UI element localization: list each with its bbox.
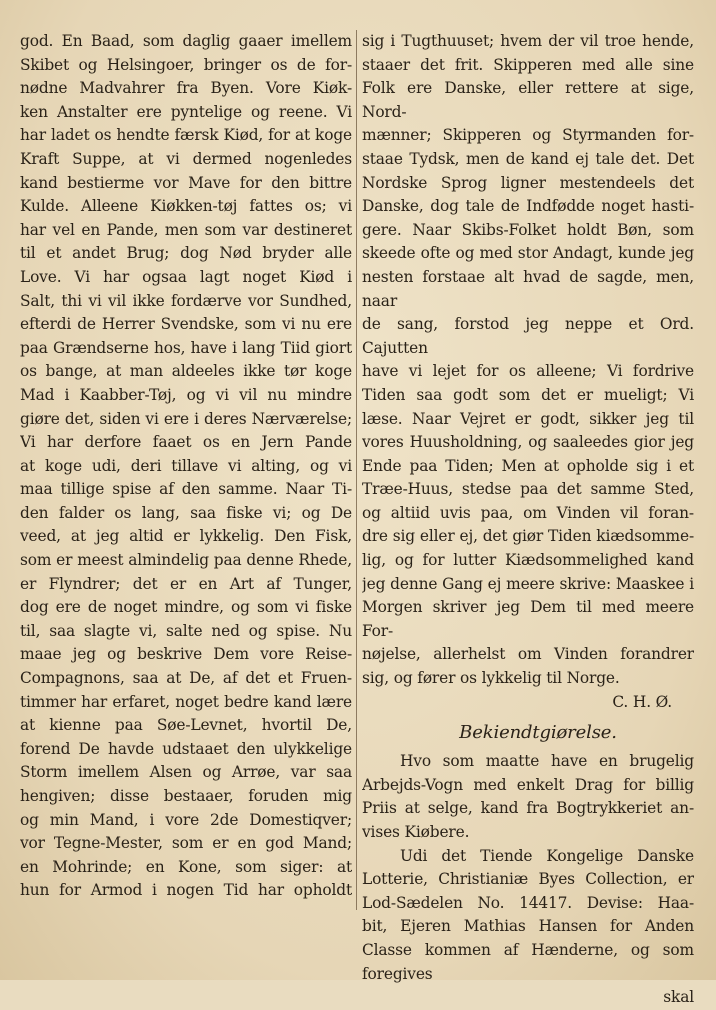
text-line: have vi lejet for os alleene; Vi fordrive [362, 362, 694, 381]
text-line: Compagnons, saa at De, af det et Fruen- [20, 669, 352, 688]
text-line: sig, og fører os lykkelig til Norge. [362, 669, 620, 688]
notice-line: Hvo som maatte have en brugelig [400, 752, 694, 771]
text-line: Tiden saa godt som det er mueligt; Vi [362, 385, 694, 404]
text-line: veed, at jeg altid er lykkelig. Den Fisk, [20, 527, 352, 546]
text-line: Skibet og Helsingoer, bringer os de for- [20, 55, 352, 74]
notice-line: bit, Ejeren Mathias Hansen for Anden [362, 917, 694, 936]
text-line: Mad i Kaabber-Tøj, og vi vil nu mindre [20, 385, 352, 404]
text-line: dre sig eller ej, det giør Tiden kiædsomme- [362, 527, 694, 546]
text-line: en Mohrinde; en Kone, som siger: at [20, 857, 352, 876]
text-line: god. En Baad, som daglig gaaer imellem [20, 32, 352, 50]
text-line: at koge udi, deri tillave vi alting, og vi [20, 456, 352, 475]
notice-line: Udi det Tiende Kongelige Danske [400, 846, 694, 865]
notice-line: Lotterie, Christianiæ Byes Collection, er [362, 870, 694, 889]
notice-wagon [362, 750, 694, 844]
text-line: Vi har derfore faaet os en Jern Pande [20, 433, 352, 452]
text-line: Ende paa Tiden; Men at opholde sig i et [362, 456, 694, 475]
text-line: nesten forstaae alt hvad de sagde, men, naar [362, 267, 694, 310]
text-line: gere. Naar Skibs-Folket holdt Bøn, som [362, 220, 694, 239]
left-column [20, 30, 352, 903]
text-line: den falder os lang, saa fiske vi; og De [20, 503, 352, 522]
text-line: giøre det, siden vi ere i deres Nærværelse; [20, 409, 352, 428]
notice-line: Priis at selge, kand fra Bogtrykkeriet an- [362, 799, 694, 818]
right-column [362, 30, 694, 1010]
text-line: maa tillige spise af den samme. Naar Ti- [20, 480, 352, 499]
text-line: forend De havde udstaaet den ulykkelige [20, 739, 352, 758]
letter-continuation [362, 30, 694, 691]
text-line: staae Tydsk, men de kand ej tale det. Det [362, 149, 694, 168]
text-line: læse. Naar Vejret er godt, sikker jeg til [362, 409, 694, 428]
text-line: skeede ofte og med stor Andagt, kunde jeg [362, 244, 694, 263]
text-line: jeg denne Gang ej meere skrive: Maaskee i [362, 574, 694, 593]
column-divider [356, 30, 357, 910]
text-line: som er meest almindelig paa denne Rhede, [20, 551, 352, 570]
text-line: staaer det frit. Skipperen med alle sine [362, 55, 694, 74]
text-line: Storm imellem Alsen og Arrøe, var saa [20, 763, 352, 782]
text-line: kand bestierme vor Mave for den bittre [20, 173, 352, 192]
text-line: Træe-Huus, stedse paa det samme Sted, [362, 480, 694, 499]
text-line: hengiven; disse bestaaer, foruden mig [20, 787, 352, 805]
text-line: sig i Tugthuuset; hvem der vil troe hende, [362, 32, 694, 50]
text-line: efterdi de Herrer Svendske, som vi nu ere [20, 315, 352, 334]
notice-line: vises Kiøbere. [362, 823, 470, 841]
text-line: vor Tegne-Mester, som er en god Mand; [20, 834, 352, 853]
text-line: Salt, thi vi vil ikke fordærve vor Sundhed, [20, 291, 352, 310]
text-line: maae jeg og beskrive Dem vore Reise- [20, 645, 352, 664]
text-line: Morgen skriver jeg Dem til med meere For- [362, 598, 694, 640]
text-line: Love. Vi har ogsaa lagt noget Kiød i [20, 267, 352, 286]
text-line: til, saa slagte vi, salte ned og spise. Nu [20, 621, 352, 640]
text-line: Nordske Sprog ligner mestendeels det [362, 173, 694, 192]
text-line: og min Mand, i vore 2de Domestiqver; [20, 810, 352, 829]
text-line: dog ere de noget mindre, og som vi fiske [20, 598, 352, 617]
text-line: os bange, at man aldeeles ikke tør koge [20, 362, 352, 381]
text-line: har ladet os hendte færsk Kiød, for at koge [20, 126, 352, 145]
text-line: paa Grændserne hos, have i lang Tiid giort [20, 338, 352, 357]
catchword: skal [663, 988, 694, 1007]
text-line: til et andet Brug; dog Nød bryder alle [20, 244, 352, 263]
notice-line: Arbejds-Vogn med enkelt Drag for billig [362, 775, 694, 794]
text-line: Danske, dog tale de Indfødde noget hasti- [362, 197, 694, 216]
text-line: og altiid uvis paa, om Vinden vil foran- [362, 503, 694, 522]
text-line: timmer har erfaret, noget bedre kand lære [20, 692, 352, 711]
letter-signature: C. H. Ø. [612, 692, 672, 711]
text-line: nøjelse, allerhelst om Vinden forandrer [362, 645, 694, 664]
text-line: er Flyndrer; det er en Art af Tunger, [20, 574, 352, 593]
text-line: ken Anstalter ere pyntelige og reene. Vi [20, 102, 352, 121]
text-line: de sang, forstod jeg neppe et Ord. Cajutten [362, 315, 694, 357]
notice-line: Lod-Sædelen No. 14417. Devise: Haa- [362, 893, 694, 912]
text-line: vores Huusholdning, og saaleedes gior jeg [362, 433, 694, 452]
text-line: Folk ere Danske, eller rettere at sige, Nord- [362, 79, 694, 121]
text-line: hun for Armod i nogen Tid har opholdt [20, 881, 352, 900]
text-line: Kulde. Alleene Kiøkken-tøj fattes os; vi [20, 197, 352, 216]
text-line: nødne Madvahrer fra Byen. Vore Kiøk- [20, 79, 352, 98]
text-line: har vel en Pande, men som var destineret [20, 220, 352, 239]
notice-lottery [362, 845, 694, 987]
text-line: Kraft Suppe, at vi dermed nogenledes [20, 149, 352, 168]
notice-line: Classe kommen af Hænderne, og som foregives [362, 940, 694, 983]
notice-heading: Bekiendtgiørelse. [459, 722, 617, 744]
text-line: lig, og for lutter Kiædsommelighed kand [362, 551, 694, 570]
text-line: at kienne paa Søe-Levnet, hvortil De, [20, 716, 352, 735]
text-line: mænner; Skipperen og Styrmanden for- [362, 126, 694, 145]
